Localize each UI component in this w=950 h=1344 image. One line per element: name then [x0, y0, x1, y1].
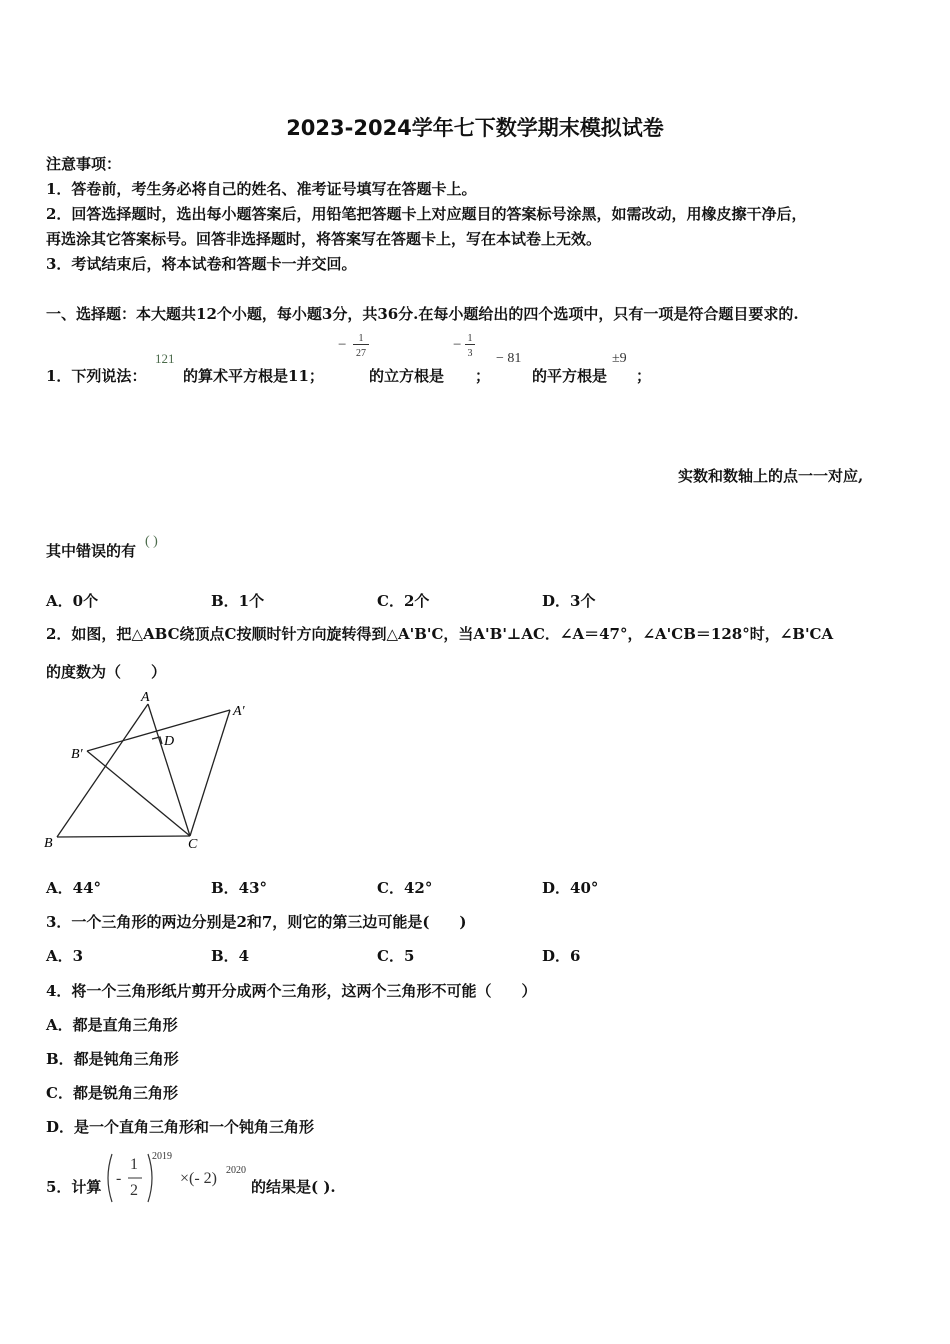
q3-option-a[interactable]: A．3	[46, 947, 84, 965]
q1-math-neg1: −	[338, 337, 347, 353]
q5-exp-2019: 2019	[152, 1151, 172, 1162]
segment-BpAp	[87, 710, 230, 751]
section-heading: 一、选择题：本大题共12个小题，每小题3分，共36分.在每小题给出的四个选项中，只有一项是符合题目要求的.	[46, 305, 799, 323]
segment-BA	[57, 704, 148, 837]
q1-text-4: 的平方根是	[532, 367, 608, 385]
label-Bp: B′	[71, 747, 83, 762]
q1-text-5: ；	[636, 367, 652, 385]
q1-math-neg2: −	[453, 337, 462, 353]
q4-option-d[interactable]: D．是一个直角三角形和一个钝角三角形	[46, 1118, 315, 1136]
notice-item-2-cont: 再选涂其它答案标号。回答非选择题时，将答案写在答题卡上，写在本试卷上无效。	[46, 230, 602, 248]
q3-option-c[interactable]: C．5	[377, 947, 415, 965]
q5-exp-2020: 2020	[226, 1165, 246, 1176]
notice-item-3: 3．考试结束后，将本试卷和答题卡一并交回。	[46, 255, 357, 273]
q1-option-d[interactable]: D．3个	[542, 592, 596, 610]
q5-suffix: 的结果是( ).	[251, 1178, 336, 1196]
left-paren	[108, 1154, 112, 1202]
q2-geometry-figure	[40, 685, 270, 855]
q3-option-b[interactable]: B．4	[211, 947, 250, 965]
q1-text-2: 的立方根是	[369, 367, 445, 385]
label-D: D	[164, 734, 175, 749]
q1-math-neg81: − 81	[496, 351, 522, 366]
q1-math-frac2-num: 1	[465, 333, 475, 345]
q1-math-frac1-num: 1	[353, 333, 369, 345]
q1-math-121: 121	[155, 351, 175, 366]
q1-math-frac2-den: 3	[467, 348, 473, 359]
q2-stem-line-2: 的度数为（ ）	[46, 663, 167, 681]
q1-option-c[interactable]: C．2个	[377, 592, 430, 610]
q1-option-a[interactable]: A．0个	[46, 592, 99, 610]
segment-BpC	[87, 751, 190, 836]
label-B: B	[44, 836, 53, 851]
label-C: C	[188, 837, 198, 852]
q5-frac-num: 1	[130, 1156, 138, 1173]
notice-item-2: 2．回答选择题时，选出每小题答案后，用铅笔把答题卡上对应题目的答案标号涂黑，如需改动，用橡皮擦干净后，	[46, 205, 807, 223]
notice-heading: 注意事项：	[46, 155, 122, 173]
q2-stem-line-1: 2．如图，把△ABC绕顶点C按顺时针方向旋转得到△A'B'C，当A'B'⊥AC．∠A＝47°，∠A'CB＝128°时，∠B'CA	[46, 625, 834, 643]
q4-option-a[interactable]: A．都是直角三角形	[46, 1016, 178, 1034]
q1-paren: ( )	[145, 534, 158, 549]
label-A: A	[141, 690, 150, 705]
q1-error-line: 其中错误的有	[46, 542, 137, 560]
label-Ap: A′	[233, 704, 245, 719]
q1-statement-4: 实数和数轴上的点一一对应,	[678, 467, 864, 485]
q1-option-b[interactable]: B．1个	[211, 592, 265, 610]
q3-stem: 3．一个三角形的两边分别是2和7，则它的第三边可能是( )	[46, 913, 467, 931]
q1-prefix: 1．下列说法：	[46, 367, 147, 385]
q1-math-pm9: ±9	[612, 351, 627, 366]
notice-item-1: 1．答卷前，考生务必将自己的姓名、准考证号填写在答题卡上。	[46, 180, 477, 198]
q2-option-a[interactable]: A．44°	[46, 879, 102, 897]
q5-sign: -	[116, 1170, 122, 1187]
q4-stem: 4．将一个三角形纸片剪开分成两个三角形，这两个三角形不可能（ ）	[46, 982, 537, 1000]
q2-option-b[interactable]: B．43°	[211, 879, 268, 897]
q4-option-b[interactable]: B．都是钝角三角形	[46, 1050, 179, 1068]
q1-math-frac1-den: 27	[356, 348, 366, 359]
q5-times-term: ×(- 2)	[180, 1170, 218, 1187]
q5-prefix: 5．计算	[46, 1178, 102, 1196]
page-title: 2023-2024学年七下数学期末模拟试卷	[286, 116, 664, 140]
q1-text-1: 的算术平方根是11；	[183, 367, 324, 385]
q2-option-d[interactable]: D．40°	[542, 879, 599, 897]
segment-BC	[57, 836, 190, 837]
q4-option-c[interactable]: C．都是锐角三角形	[46, 1084, 178, 1102]
q3-option-d[interactable]: D．6	[542, 947, 581, 965]
q2-option-c[interactable]: C．42°	[377, 879, 433, 897]
q1-text-3: ；	[475, 367, 491, 385]
q5-frac-den: 2	[130, 1182, 138, 1199]
segment-ApC	[190, 710, 230, 836]
q5-expression	[104, 1150, 254, 1206]
